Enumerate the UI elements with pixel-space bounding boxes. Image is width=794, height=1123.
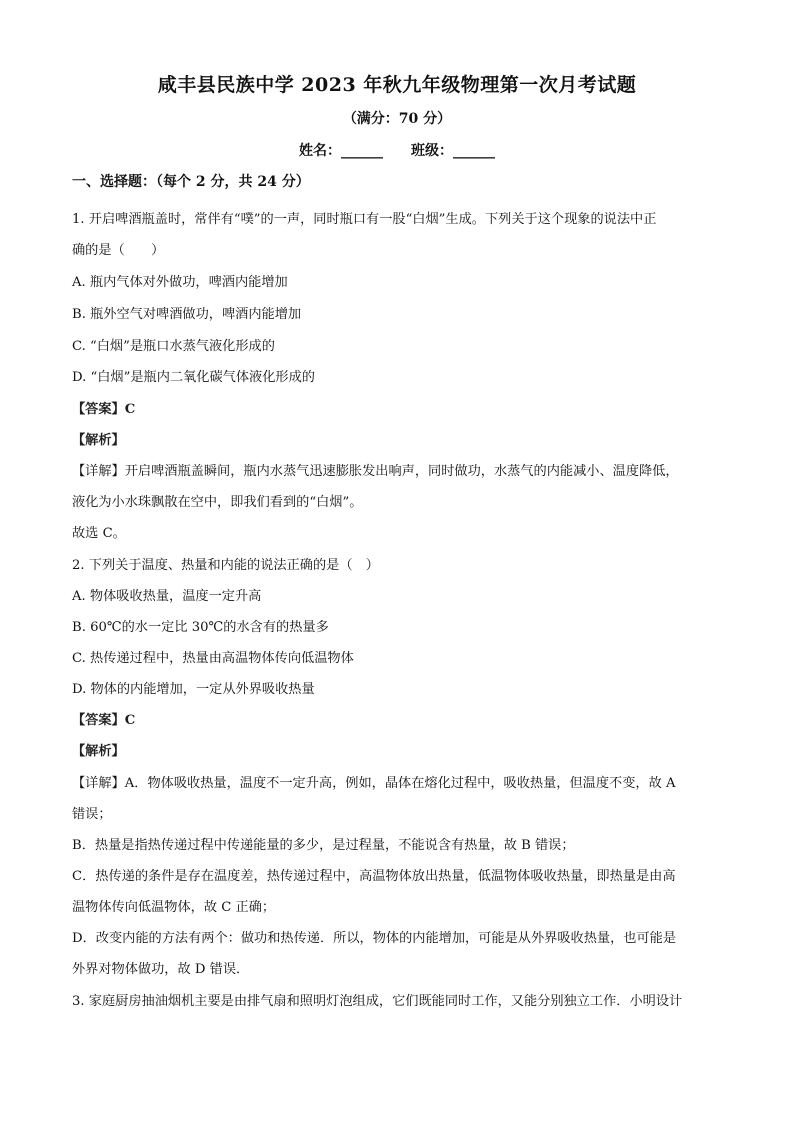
option-line: B. 60℃的水一定比 30℃的水含有的热量多 bbox=[72, 620, 329, 635]
text-line: 【详解】A．物体吸收热量，温度不一定升高，例如，晶体在熔化过程中，吸收热量，但温度不变，故 A bbox=[72, 776, 676, 791]
text-line: 确的是（ ） bbox=[72, 243, 165, 258]
text-line: 故选 C。 bbox=[72, 526, 126, 541]
option-line: A. 瓶内气体对外做功，啤酒内能增加 bbox=[72, 275, 288, 290]
text-line: 3. 家庭厨房抽油烟机主要是由排气扇和照明灯泡组成，它们既能同时工作，又能分别独立工作．小明设计 bbox=[72, 994, 683, 1009]
option-line: B. 瓶外空气对啤酒做功，啤酒内能增加 bbox=[72, 307, 302, 322]
analysis-heading: 【解析】 bbox=[72, 744, 125, 759]
text-line: 错误； bbox=[72, 807, 112, 822]
full-score-note: （满分：70 分） bbox=[342, 111, 452, 127]
text-line: B．热量是指热传递过程中传递能量的多少，是过程量，不能说含有热量，故 B 错误； bbox=[72, 838, 575, 853]
text-line: D．改变内能的方法有两个：做功和热传递．所以，物体的内能增加，可能是从外界吸收热量，也可能是 bbox=[72, 931, 677, 946]
name-field-label: 姓名：______ bbox=[299, 143, 383, 159]
option-line: D. 物体的内能增加，一定从外界吸收热量 bbox=[72, 682, 315, 697]
option-line: A. 物体吸收热量，温度一定升高 bbox=[72, 589, 262, 604]
option-line: C. 热传递过程中，热量由高温物体传向低温物体 bbox=[72, 651, 354, 666]
answer-line: 【答案】C bbox=[72, 402, 136, 417]
student-info-fields bbox=[0, 140, 794, 160]
text-line: 2. 下列关于温度、热量和内能的说法正确的是（ ） bbox=[72, 558, 379, 573]
analysis-heading: 【解析】 bbox=[72, 433, 125, 448]
text-line: 外界对物体做功，故 D 错误． bbox=[72, 962, 250, 977]
text-line: 温物体传向低温物体，故 C 正确； bbox=[72, 900, 276, 915]
option-line: D. “白烟”是瓶内二氧化碳气体液化形成的 bbox=[72, 370, 315, 385]
text-line: C．热传递的条件是存在温度差，热传递过程中，高温物体放出热量，低温物体吸收热量，即热量是由高 bbox=[72, 869, 676, 884]
answer-line: 【答案】C bbox=[72, 713, 136, 728]
exam-title: 咸丰县民族中学 2023 年秋九年级物理第一次月考试题 bbox=[157, 74, 637, 96]
class-field-label: 班级：______ bbox=[411, 143, 495, 159]
section-heading: 一、选择题：（每个 2 分，共 24 分） bbox=[72, 174, 310, 190]
text-line: 【详解】开启啤酒瓶盖瞬间，瓶内水蒸气迅速膨胀发出响声，同时做功，水蒸气的内能减小、温度降低， bbox=[72, 464, 679, 479]
text-line: 1. 开启啤酒瓶盖时，常伴有“噗”的一声，同时瓶口有一股“白烟”生成。下列关于这个现象的说法中正 bbox=[72, 212, 657, 227]
text-line: 液化为小水珠飘散在空中，即我们看到的“白烟”。 bbox=[72, 495, 363, 510]
option-line: C. “白烟”是瓶口水蒸气液化形成的 bbox=[72, 339, 275, 354]
